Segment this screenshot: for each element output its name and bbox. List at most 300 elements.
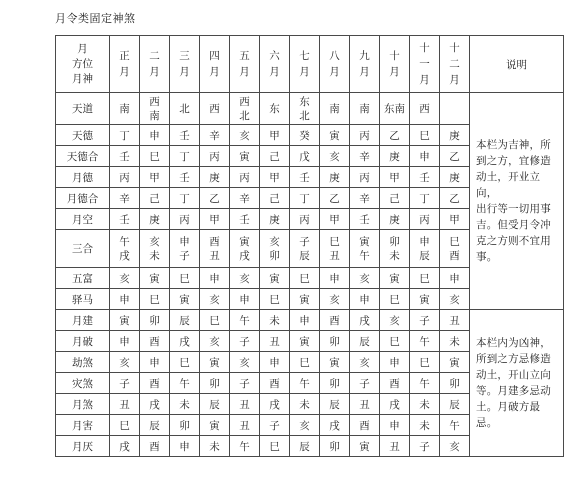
table-cell: 寅 (380, 268, 410, 289)
month-header-char: 五 (239, 50, 250, 62)
table-cell: 申 (320, 268, 350, 289)
table-cell: 巳 (290, 268, 320, 289)
table-cell: 辰 (170, 310, 200, 331)
cell-line: 酉 (449, 249, 460, 262)
table-cell: 壬 (170, 125, 200, 146)
row-label: 灾煞 (56, 373, 110, 394)
cell-line: 卯 (389, 235, 400, 248)
row-label: 月厌 (56, 436, 110, 457)
note-line: 土。月破方最忌。 (476, 401, 541, 429)
table-cell: 亥 (230, 268, 260, 289)
row-label: 劫煞 (56, 352, 110, 373)
table-cell: 申 (170, 436, 200, 457)
table-cell: 亥 (290, 415, 320, 436)
table-cell (380, 230, 410, 268)
table-cell: 卯 (170, 415, 200, 436)
table-cell: 寅 (260, 268, 290, 289)
table-cell: 丙 (170, 209, 200, 230)
month-header-char: 正 (119, 50, 130, 62)
table-cell: 午 (410, 373, 440, 394)
month-header-char: 十 (389, 50, 400, 62)
note-line: 克之方则不宜用 (476, 235, 551, 247)
month-header (440, 36, 470, 93)
table-cell: 酉 (350, 415, 380, 436)
cell-line: 卯 (269, 249, 280, 262)
cell-line: 辰 (419, 249, 430, 262)
cell-line: 寅 (239, 235, 250, 248)
table-cell: 巳 (290, 352, 320, 373)
shensha-table (55, 35, 564, 457)
month-header (380, 36, 410, 93)
note-line: 事。 (476, 251, 498, 263)
table-cell (290, 93, 320, 125)
month-header (170, 36, 200, 93)
table-cell: 庚 (200, 167, 230, 188)
table-cell: 壬 (170, 167, 200, 188)
table-cell: 甲 (380, 167, 410, 188)
table-cell: 申 (290, 310, 320, 331)
table-cell: 甲 (260, 167, 290, 188)
table-cell: 子 (110, 373, 140, 394)
table-cell: 壬 (350, 209, 380, 230)
row-label: 天德 (56, 125, 110, 146)
table-cell: 子 (410, 436, 440, 457)
table-cell: 申 (110, 289, 140, 310)
table-cell: 辰 (350, 331, 380, 352)
table-cell: 卯 (320, 373, 350, 394)
table-cell: 庚 (260, 209, 290, 230)
corner-header-line: 月神 (72, 72, 93, 85)
cell-line: 寅 (359, 235, 370, 248)
table-cell: 巳 (410, 352, 440, 373)
table-cell: 辰 (440, 394, 470, 415)
table-cell: 亥 (320, 146, 350, 167)
table-cell: 申 (410, 146, 440, 167)
table-cell: 巳 (110, 415, 140, 436)
cell-line: 未 (389, 249, 400, 262)
month-header (410, 36, 440, 93)
table-cell (440, 230, 470, 268)
notes-cell (470, 93, 564, 310)
table-cell: 丁 (290, 188, 320, 209)
table-cell (440, 93, 470, 125)
month-header-char: 七 (299, 50, 310, 62)
table-cell: 申 (230, 289, 260, 310)
month-header-char: 月 (179, 66, 190, 78)
table-cell: 子 (260, 415, 290, 436)
month-header-char: 月 (239, 66, 250, 78)
table-cell: 丑 (230, 394, 260, 415)
note-line: 动土，开业立向， (476, 171, 541, 199)
table-cell: 甲 (440, 209, 470, 230)
cell-line: 巳 (329, 235, 340, 248)
table-cell: 丁 (410, 188, 440, 209)
table-cell: 子 (410, 310, 440, 331)
table-cell: 东 (260, 93, 290, 125)
table-cell: 子 (230, 331, 260, 352)
month-header-char: 三 (179, 50, 190, 62)
table-cell (410, 230, 440, 268)
cell-line: 子 (179, 249, 190, 262)
table-cell: 甲 (260, 125, 290, 146)
table-cell: 亥 (320, 289, 350, 310)
cell-line: 西 (239, 95, 250, 108)
cell-line: 申 (419, 235, 430, 248)
month-header-char: 一 (419, 58, 430, 70)
table-cell: 庚 (440, 125, 470, 146)
cell-line: 南 (149, 109, 160, 122)
table-cell (260, 230, 290, 268)
table-cell: 寅 (350, 436, 380, 457)
note-line: 所到之方忌修造 (476, 353, 551, 365)
table-cell: 酉 (260, 373, 290, 394)
month-header (140, 36, 170, 93)
table-cell (290, 230, 320, 268)
note-line: 本栏为吉神，所 (476, 139, 551, 151)
table-cell: 酉 (140, 331, 170, 352)
month-header-char: 月 (419, 74, 430, 86)
table-cell: 巳 (200, 310, 230, 331)
row-label: 三合 (56, 230, 110, 268)
row-label: 天道 (56, 93, 110, 125)
table-cell (230, 230, 260, 268)
table-cell: 己 (260, 188, 290, 209)
table-cell: 辛 (350, 188, 380, 209)
table-cell: 己 (260, 146, 290, 167)
table-cell: 辛 (230, 188, 260, 209)
table-cell: 巳 (260, 289, 290, 310)
table-cell: 酉 (140, 436, 170, 457)
table-cell: 卯 (200, 373, 230, 394)
note-line: 到之方，宜修造 (476, 155, 551, 167)
table-cell: 未 (260, 310, 290, 331)
month-header-char: 月 (209, 66, 220, 78)
note-line: 本栏内为凶神， (476, 337, 551, 349)
table-cell: 壬 (230, 209, 260, 230)
table-cell: 戌 (110, 436, 140, 457)
month-header (290, 36, 320, 93)
table-cell: 壬 (110, 146, 140, 167)
table-cell: 丑 (110, 394, 140, 415)
table-cell: 辰 (290, 436, 320, 457)
table-cell (110, 230, 140, 268)
table-cell: 癸 (290, 125, 320, 146)
table-cell: 乙 (440, 188, 470, 209)
table-cell: 东南 (380, 93, 410, 125)
cell-line: 午 (359, 249, 370, 262)
month-header-char: 十 (449, 42, 460, 54)
table-cell: 丁 (110, 125, 140, 146)
table-cell: 壬 (410, 167, 440, 188)
table-cell: 亥 (350, 268, 380, 289)
month-header-char: 二 (149, 50, 160, 62)
table-cell: 辰 (320, 394, 350, 415)
table-cell: 北 (170, 93, 200, 125)
table-cell: 戌 (380, 394, 410, 415)
table-cell: 寅 (320, 125, 350, 146)
table-cell: 巳 (410, 268, 440, 289)
table-cell: 亥 (440, 436, 470, 457)
month-header-char: 月 (149, 66, 160, 78)
table-cell: 申 (140, 352, 170, 373)
note-line: 等。月建多忌动 (476, 385, 551, 397)
month-header-char: 月 (449, 74, 460, 86)
table-cell: 寅 (170, 289, 200, 310)
table-cell: 卯 (320, 436, 350, 457)
table-cell: 寅 (110, 310, 140, 331)
table-cell: 亥 (440, 289, 470, 310)
table-cell: 酉 (380, 373, 410, 394)
table-cell: 未 (170, 394, 200, 415)
table-cell (140, 93, 170, 125)
table-cell: 午 (230, 310, 260, 331)
table-cell: 丙 (110, 167, 140, 188)
cell-line: 巳 (449, 235, 460, 248)
cell-line: 西 (149, 95, 160, 108)
table-cell: 酉 (320, 310, 350, 331)
cell-line: 未 (149, 249, 160, 262)
table-cell: 巳 (140, 146, 170, 167)
table-cell: 壬 (290, 167, 320, 188)
table-cell (320, 230, 350, 268)
month-header (260, 36, 290, 93)
cell-line: 亥 (149, 235, 160, 248)
table-cell: 乙 (380, 125, 410, 146)
month-header (230, 36, 260, 93)
cell-line: 戌 (119, 249, 130, 262)
table-cell: 丁 (170, 188, 200, 209)
table-cell: 未 (410, 394, 440, 415)
table-cell: 巳 (170, 352, 200, 373)
table-cell: 甲 (320, 209, 350, 230)
table-cell: 辛 (110, 188, 140, 209)
month-header-char: 月 (389, 66, 400, 78)
table-cell: 丑 (230, 415, 260, 436)
row-label: 驿马 (56, 289, 110, 310)
table-cell: 巳 (140, 289, 170, 310)
table-cell: 壬 (110, 209, 140, 230)
table-cell: 丙 (350, 167, 380, 188)
table-cell: 寅 (230, 146, 260, 167)
row-label: 月德 (56, 167, 110, 188)
month-header (200, 36, 230, 93)
month-header-char: 十 (419, 42, 430, 54)
table-cell: 巳 (410, 125, 440, 146)
table-cell: 寅 (200, 352, 230, 373)
month-header-char: 四 (209, 50, 220, 62)
table-cell: 亥 (110, 268, 140, 289)
table-cell: 南 (320, 93, 350, 125)
table-cell: 未 (290, 394, 320, 415)
month-header-char: 月 (269, 66, 280, 78)
table-cell: 庚 (380, 146, 410, 167)
table-cell: 庚 (380, 209, 410, 230)
table-cell: 戊 (290, 146, 320, 167)
table-cell: 未 (440, 331, 470, 352)
table-cell: 亥 (380, 310, 410, 331)
table-cell: 子 (350, 373, 380, 394)
table-cell: 戌 (260, 394, 290, 415)
corner-header-line: 月 (77, 42, 88, 55)
table-cell: 未 (200, 436, 230, 457)
cell-line: 东 (299, 95, 310, 108)
cell-line: 北 (299, 109, 310, 122)
table-cell: 午 (170, 373, 200, 394)
notes-header: 说明 (470, 36, 564, 93)
table-cell: 丙 (350, 125, 380, 146)
row-label: 月建 (56, 310, 110, 331)
table-row (56, 310, 564, 331)
month-header-char: 八 (329, 50, 340, 62)
table-cell: 庚 (440, 167, 470, 188)
table-cell: 寅 (140, 268, 170, 289)
table-cell: 戌 (320, 415, 350, 436)
table-cell: 丙 (230, 167, 260, 188)
table-cell: 亥 (200, 289, 230, 310)
table-cell: 丙 (200, 146, 230, 167)
table-cell: 卯 (140, 310, 170, 331)
note-line: 动土，开山立向 (476, 369, 551, 381)
header-row (56, 36, 564, 93)
notes-cell (470, 310, 564, 457)
table-cell: 卯 (440, 373, 470, 394)
table-cell: 亥 (230, 352, 260, 373)
note-line: 吉。但受月令冲 (476, 219, 551, 231)
table-cell: 西 (410, 93, 440, 125)
table-cell: 申 (380, 352, 410, 373)
table-cell (350, 230, 380, 268)
cell-line: 丑 (329, 249, 340, 262)
table-cell: 辛 (200, 125, 230, 146)
cell-line: 酉 (209, 235, 220, 248)
table-cell: 丑 (350, 394, 380, 415)
table-cell: 申 (110, 331, 140, 352)
table-cell: 庚 (140, 209, 170, 230)
table-cell: 酉 (140, 373, 170, 394)
table-cell: 西 (200, 93, 230, 125)
table-cell: 寅 (200, 415, 230, 436)
table-cell: 丑 (440, 310, 470, 331)
table-cell: 卯 (320, 331, 350, 352)
table-cell: 甲 (200, 209, 230, 230)
cell-line: 子 (299, 235, 310, 248)
table-cell: 申 (380, 415, 410, 436)
corner-header-line: 方位 (72, 57, 93, 70)
table-cell (200, 230, 230, 268)
cell-line: 辰 (299, 249, 310, 262)
table-cell: 亥 (230, 125, 260, 146)
table-cell: 寅 (410, 289, 440, 310)
table-cell: 申 (140, 125, 170, 146)
table-cell: 午 (410, 331, 440, 352)
cell-line: 亥 (269, 235, 280, 248)
table-cell: 子 (230, 373, 260, 394)
row-label: 月空 (56, 209, 110, 230)
table-cell: 庚 (320, 167, 350, 188)
table-cell: 戌 (350, 310, 380, 331)
row-label: 月害 (56, 415, 110, 436)
table-cell (170, 230, 200, 268)
month-header-char: 月 (299, 66, 310, 78)
table-cell: 巳 (380, 331, 410, 352)
table-cell: 乙 (200, 188, 230, 209)
table-cell: 寅 (290, 289, 320, 310)
table-cell: 丑 (380, 436, 410, 457)
table-cell: 巳 (170, 268, 200, 289)
month-header-char: 六 (269, 50, 280, 62)
table-cell: 甲 (140, 167, 170, 188)
page-title: 月令类固定神煞 (55, 12, 136, 25)
month-header (110, 36, 140, 93)
table-cell: 寅 (290, 331, 320, 352)
month-header-char: 月 (329, 66, 340, 78)
table-cell: 辰 (140, 415, 170, 436)
month-header (320, 36, 350, 93)
table-cell: 亥 (350, 352, 380, 373)
table-cell: 辰 (200, 394, 230, 415)
table-cell: 寅 (440, 352, 470, 373)
table-cell: 南 (350, 93, 380, 125)
month-header-char: 月 (119, 66, 130, 78)
cell-line: 丑 (209, 249, 220, 262)
row-label: 月破 (56, 331, 110, 352)
table-cell: 巳 (380, 289, 410, 310)
table-cell: 亥 (110, 352, 140, 373)
row-label: 五富 (56, 268, 110, 289)
table-cell: 午 (440, 415, 470, 436)
table-cell: 己 (140, 188, 170, 209)
cell-line: 北 (239, 109, 250, 122)
month-header-char: 月 (359, 66, 370, 78)
row-label: 月德合 (56, 188, 110, 209)
table-cell: 亥 (200, 331, 230, 352)
table-cell: 己 (380, 188, 410, 209)
table-cell: 丑 (260, 331, 290, 352)
row-label: 天德合 (56, 146, 110, 167)
note-line: 出行等一切用事 (476, 203, 551, 215)
table-cell: 申 (260, 352, 290, 373)
table-cell: 寅 (320, 352, 350, 373)
table-row (56, 93, 564, 125)
cell-line: 午 (119, 235, 130, 248)
table-cell: 午 (290, 373, 320, 394)
table-cell: 未 (410, 415, 440, 436)
cell-line: 戌 (239, 249, 250, 262)
table-cell (140, 230, 170, 268)
table-cell: 丙 (410, 209, 440, 230)
row-label: 月煞 (56, 394, 110, 415)
cell-line: 申 (179, 235, 190, 248)
month-header (350, 36, 380, 93)
table-cell: 戌 (170, 331, 200, 352)
table-cell: 乙 (440, 146, 470, 167)
table-cell: 申 (350, 289, 380, 310)
table-cell: 辛 (350, 146, 380, 167)
corner-header (56, 36, 110, 93)
table-cell: 申 (440, 268, 470, 289)
table-cell: 丁 (170, 146, 200, 167)
month-header-char: 二 (449, 58, 460, 70)
table-cell: 南 (110, 93, 140, 125)
table-cell: 申 (200, 268, 230, 289)
table-cell: 午 (230, 436, 260, 457)
table-cell (230, 93, 260, 125)
month-header-char: 九 (359, 50, 370, 62)
table-cell: 巳 (260, 436, 290, 457)
table-cell: 戌 (140, 394, 170, 415)
table-cell: 丙 (290, 209, 320, 230)
table-cell: 乙 (320, 188, 350, 209)
